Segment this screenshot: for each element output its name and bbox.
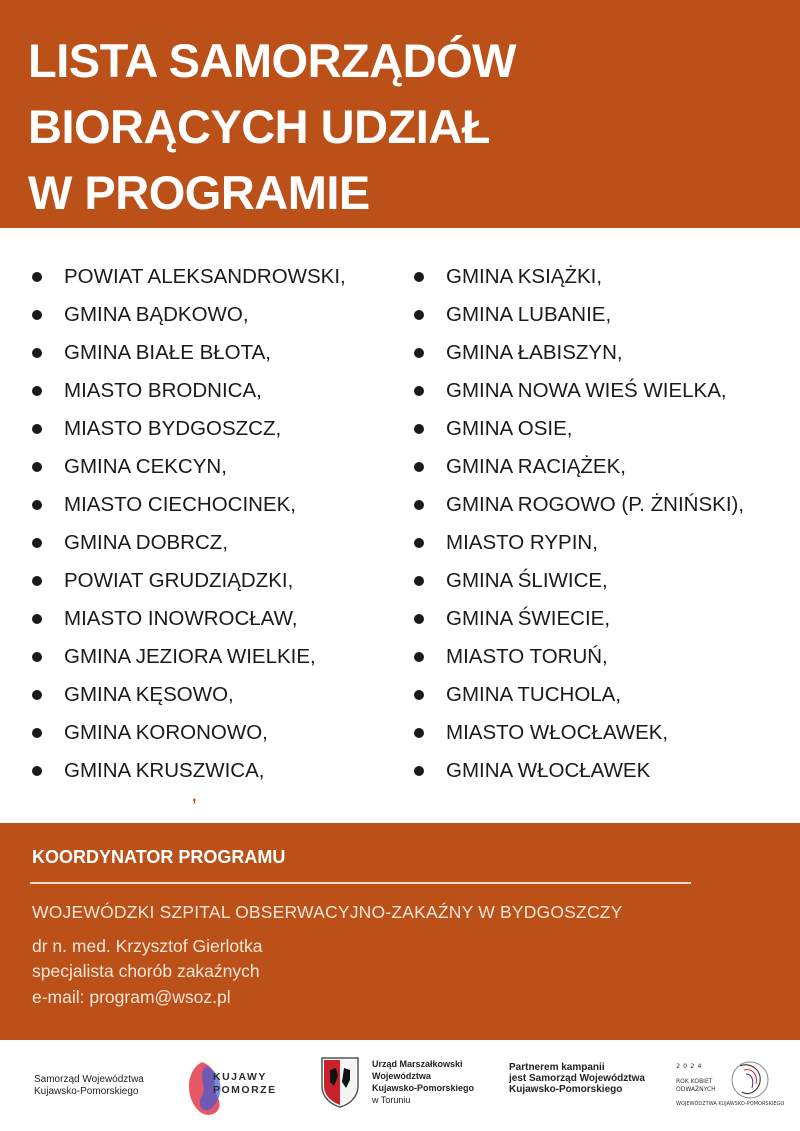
list-item	[30, 258, 346, 296]
title-line: W PROGRAMIE	[28, 166, 370, 219]
list-item	[412, 524, 744, 562]
coordinator-email[interactable]: e-mail: program@wsoz.pl	[32, 987, 231, 1007]
bullet-icon	[32, 310, 42, 320]
list-item	[30, 562, 346, 600]
rok-kobiet-year: 2024	[676, 1062, 705, 1070]
list-item	[30, 486, 346, 524]
samorzad-line: Kujawsko-Pomorskiego	[34, 1086, 139, 1097]
list-item-label: POWIAT GRUDZIĄDZKI,	[64, 569, 294, 592]
list-item-label: GMINA JEZIORA WIELKIE,	[64, 645, 316, 668]
list-item-label: POWIAT ALEKSANDROWSKI,	[64, 265, 346, 288]
kujawy-pomorze-wordmark	[213, 1071, 277, 1097]
coordinator-panel	[0, 823, 800, 1040]
urzad-line: w Toruniu	[372, 1095, 411, 1105]
bullet-icon	[414, 652, 424, 662]
partner-line: Kujawsko-Pomorskiego	[509, 1084, 623, 1095]
bullet-icon	[414, 462, 424, 472]
list-item-label: GMINA CEKCYN,	[64, 455, 227, 478]
list-item-label: MIASTO RYPIN,	[446, 531, 598, 554]
bullet-icon	[32, 614, 42, 624]
bullet-icon	[32, 424, 42, 434]
bullet-icon	[32, 462, 42, 472]
list-item-label: GMINA RACIĄŻEK,	[446, 455, 626, 478]
list-item	[412, 258, 744, 296]
bullet-icon	[414, 272, 424, 282]
rok-kobiet-line2: ODWAŻNYCH	[676, 1086, 716, 1093]
bullet-icon	[414, 576, 424, 586]
coat-of-arms-icon	[320, 1056, 360, 1108]
coordinator-name: dr n. med. Krzysztof Gierlotka	[32, 936, 263, 956]
list-item-label: MIASTO WŁOCŁAWEK,	[446, 721, 669, 744]
list-item	[412, 600, 744, 638]
list-item-label: GMINA KSIĄŻKI,	[446, 265, 603, 288]
bullet-icon	[32, 538, 42, 548]
title-line: LISTA SAMORZĄDÓW	[28, 34, 517, 87]
bullet-icon	[32, 386, 42, 396]
bullet-icon	[32, 652, 42, 662]
list-item	[30, 296, 346, 334]
bullet-icon	[32, 690, 42, 700]
bullet-icon	[32, 728, 42, 738]
bullet-icon	[414, 500, 424, 510]
list-item	[412, 486, 744, 524]
list-item-label: GMINA TUCHOLA,	[446, 683, 622, 706]
samorzad-line: Samorząd Województwa	[34, 1074, 144, 1085]
partner-line: Partnerem kampanii	[509, 1062, 605, 1073]
list-item	[30, 372, 346, 410]
list-item	[412, 448, 744, 486]
list-item	[412, 410, 744, 448]
list-item	[412, 296, 744, 334]
list-item	[412, 372, 744, 410]
title-line: BIORĄCYCH UDZIAŁ	[28, 100, 490, 153]
list-item	[412, 676, 744, 714]
urzad-line: Kujawsko-Pomorskiego	[372, 1083, 475, 1093]
list-item	[30, 448, 346, 486]
urzad-line: Urząd Marszałkowski	[372, 1059, 463, 1069]
divider	[30, 882, 691, 884]
coordinator-role: specjalista chorób zakaźnych	[32, 961, 260, 981]
bullet-icon	[414, 310, 424, 320]
urzad-line: Województwa	[372, 1071, 431, 1081]
list-item	[30, 334, 346, 372]
list-item-label: MIASTO BRODNICA,	[64, 379, 262, 402]
list-item-label: GMINA DOBRCZ,	[64, 531, 229, 554]
list-item	[30, 714, 346, 752]
bullet-icon	[414, 538, 424, 548]
bullet-icon	[32, 500, 42, 510]
list-item	[30, 676, 346, 714]
bullet-icon	[414, 690, 424, 700]
partner-line: jest Samorząd Województwa	[509, 1073, 645, 1084]
bullet-icon	[32, 766, 42, 776]
header-banner	[0, 0, 800, 228]
hospital-name: WOJEWÓDZKI SZPITAL OBSERWACYJNO-ZAKAŹNY W BYDGOSZCZY	[32, 902, 623, 922]
list-item-label: GMINA LUBANIE,	[446, 303, 612, 326]
footer-logos	[0, 1040, 800, 1131]
wordmark-line: POMORZE	[213, 1084, 277, 1096]
municipality-list-left	[30, 258, 346, 790]
list-item-label: MIASTO BYDGOSZCZ,	[64, 417, 282, 440]
list-item-label: GMINA ROGOWO (P. ŻNIŃSKI),	[446, 493, 745, 516]
municipality-list-right	[412, 258, 744, 790]
list-item-label: MIASTO INOWROCŁAW,	[64, 607, 298, 630]
list-item-label: GMINA WŁOCŁAWEK	[446, 759, 651, 782]
bullet-icon	[32, 272, 42, 282]
samorzad-logo-text	[34, 1074, 144, 1098]
list-item-label: GMINA KRUSZWICA,	[64, 759, 265, 782]
list-item	[30, 752, 346, 790]
list-item	[30, 410, 346, 448]
rok-kobiet-line1: ROK KOBIET	[676, 1078, 713, 1085]
list-item	[412, 638, 744, 676]
bullet-icon	[32, 348, 42, 358]
list-item-label: GMINA ŚLIWICE,	[446, 569, 608, 592]
wordmark-line: KUJAWY	[213, 1071, 267, 1083]
bullet-icon	[32, 576, 42, 586]
list-item-label: MIASTO TORUŃ,	[446, 645, 608, 668]
bullet-icon	[414, 766, 424, 776]
bullet-icon	[414, 424, 424, 434]
bullet-icon	[414, 728, 424, 738]
list-item	[30, 638, 346, 676]
bullet-icon	[414, 386, 424, 396]
list-item-label: GMINA OSIE,	[446, 417, 573, 440]
list-item-label: GMINA BĄDKOWO,	[64, 303, 249, 326]
rok-kobiet-line3: WOJEWÓDZTWA KUJAWSKO-POMORSKIEGO	[676, 1101, 785, 1107]
list-item-label: MIASTO CIECHOCINEK,	[64, 493, 296, 516]
bullet-icon	[414, 614, 424, 624]
list-item	[412, 562, 744, 600]
list-item-label: GMINA BIAŁE BŁOTA,	[64, 341, 271, 364]
list-item	[412, 714, 744, 752]
list-item-label: GMINA ŁABISZYN,	[446, 341, 623, 364]
list-item-label: GMINA KĘSOWO,	[64, 683, 234, 706]
partner-text	[509, 1062, 645, 1095]
list-item-label: GMINA NOWA WIEŚ WIELKA,	[446, 379, 727, 402]
list-item-label: GMINA ŚWIECIE,	[446, 607, 611, 630]
stray-comma: ,	[192, 788, 197, 805]
bullet-icon	[414, 348, 424, 358]
list-item-label: GMINA KORONOWO,	[64, 721, 268, 744]
list-item	[30, 600, 346, 638]
coordinator-title: KOORDYNATOR PROGRAMU	[32, 847, 286, 867]
urzad-text	[372, 1058, 474, 1106]
list-item	[412, 334, 744, 372]
list-item	[412, 752, 744, 790]
page-title	[28, 28, 516, 226]
list-item	[30, 524, 346, 562]
